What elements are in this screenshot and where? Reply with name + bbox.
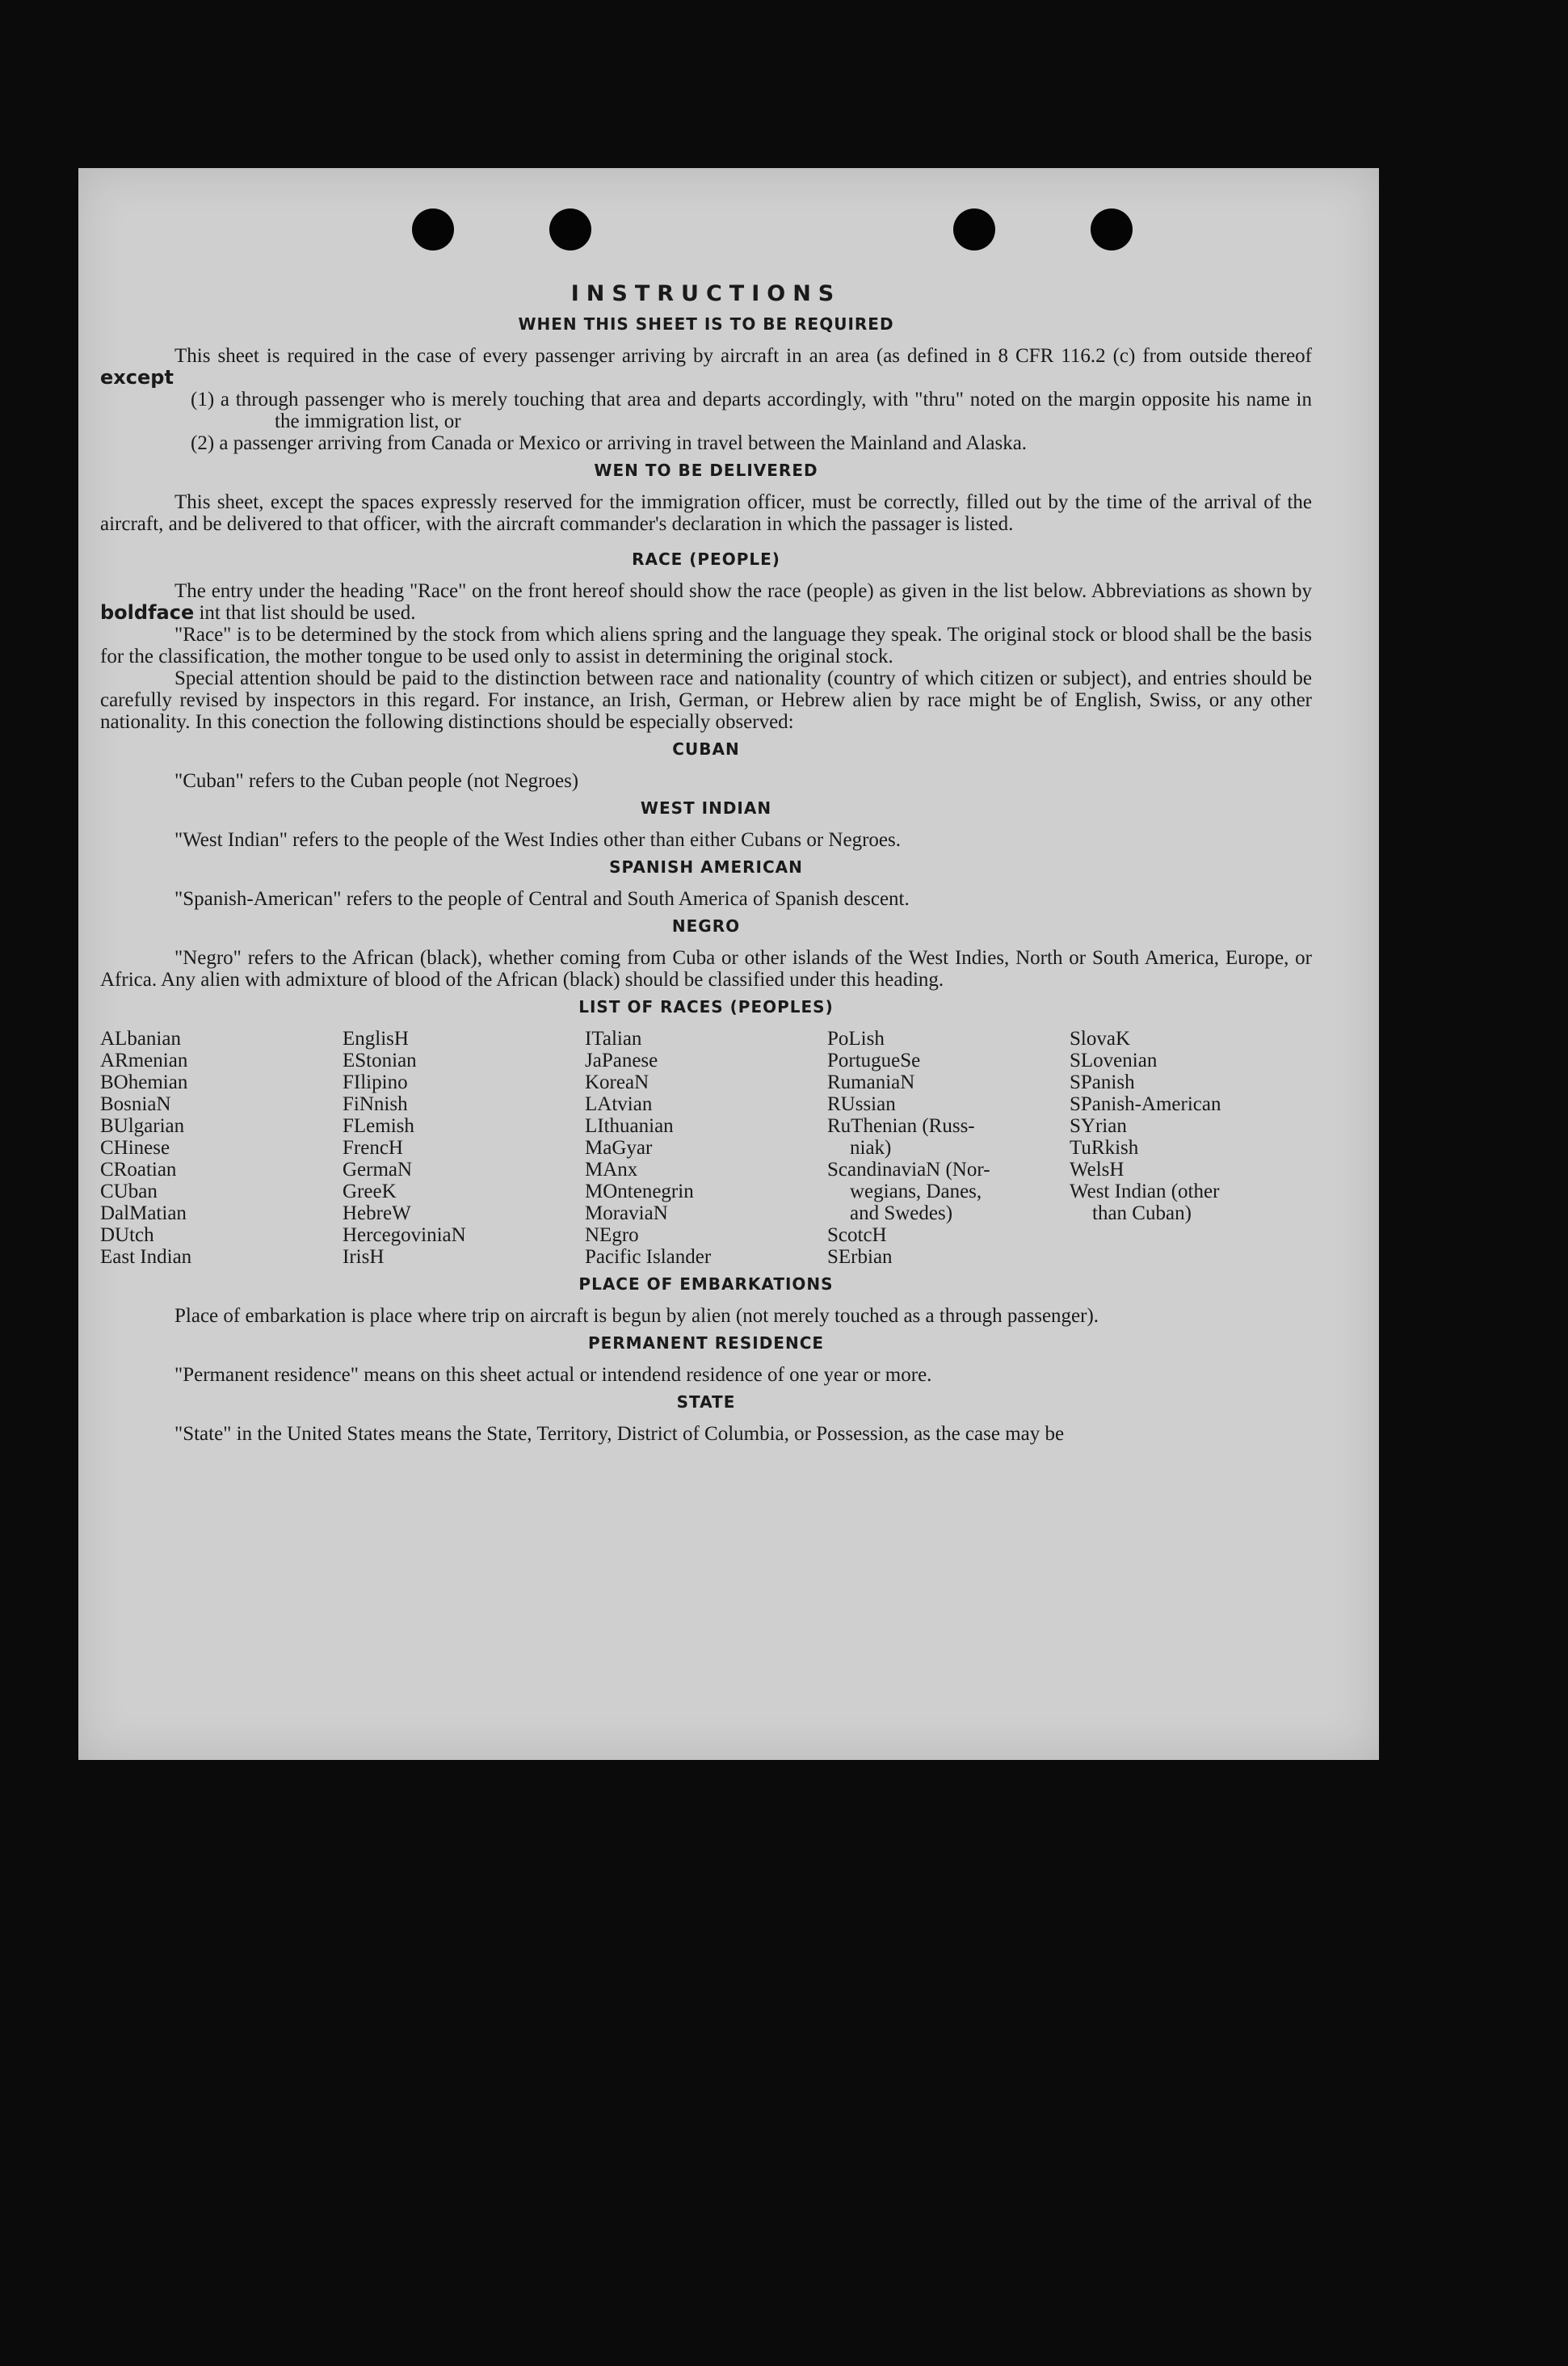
list-item: LIthuanian (585, 1115, 674, 1137)
list-item: than Cuban) (1092, 1202, 1192, 1224)
list-item: PoLish (827, 1028, 885, 1050)
list-item: Pacific Islander (585, 1246, 712, 1268)
section-heading-spanish-american: SPANISH AMERICAN (609, 857, 803, 877)
list-item: HebreW (343, 1202, 411, 1224)
list-item: and Swedes) (850, 1202, 953, 1224)
list-item: RUssian (827, 1093, 896, 1115)
list-item: BUlgarian (100, 1115, 185, 1137)
section-heading-race: RACE (PEOPLE) (632, 549, 780, 569)
list-item: SPanish (1070, 1071, 1135, 1093)
race-column (343, 1028, 585, 1268)
list-item: MaGyar (585, 1137, 653, 1159)
paragraph-negro: "Negro" refers to the African (black), whether coming from Cuba or other islands of the West Indies, North or South America, Europe, or Africa. Any alien with admixture of blood of the African (black) should be classified under this heading. (100, 947, 1312, 991)
list-item: FiNnish (343, 1093, 408, 1115)
text: This sheet is required in the case of every passenger arriving by aircraft in an area (as defined in 8 CFR 116.2 (c) from outside thereof (174, 345, 1312, 367)
section-heading-embarkation: PLACE OF EMBARKATIONS (578, 1274, 834, 1294)
paragraph-spanish-american: "Spanish-American" refers to the people of Central and South America of Spanish descent. (174, 888, 910, 910)
list-item: MOntenegrin (585, 1181, 694, 1202)
list-item: LAtvian (585, 1093, 653, 1115)
list-item: FrencH (343, 1137, 403, 1159)
paragraph-cuban: "Cuban" refers to the Cuban people (not Negroes) (174, 770, 579, 792)
list-item: MoraviaN (585, 1202, 668, 1224)
list-item: (2) a passenger arriving from Canada or Mexico or arriving in travel between the Mainland and Alaska. (191, 432, 1028, 454)
paragraph-when-required (100, 345, 1312, 389)
paragraph-residence: "Permanent residence" means on this sheet actual or intendend residence of one year or more. (174, 1364, 932, 1386)
list-item: SYrian (1070, 1115, 1127, 1137)
list-item: NEgro (585, 1224, 639, 1246)
punch-hole (953, 208, 995, 250)
list-item: wegians, Danes, (850, 1181, 982, 1202)
page-title: INSTRUCTIONS (570, 281, 842, 306)
list-item: HercegoviniaN (343, 1224, 466, 1246)
list-item: RuThenian (Russ- (827, 1115, 975, 1137)
text: int that list should be used. (199, 602, 416, 624)
list-item: GreeK (343, 1181, 397, 1202)
paragraph-embarkation: Place of embarkation is place where trip on aircraft is begun by alien (not merely touched as a through passenger). (174, 1305, 1099, 1327)
list-item: KoreaN (585, 1071, 649, 1093)
section-heading-when-required: WHEN THIS SHEET IS TO BE REQUIRED (518, 314, 894, 334)
list-item: East Indian (100, 1246, 192, 1268)
section-heading-race-list: LIST OF RACES (PEOPLES) (578, 997, 834, 1017)
section-heading-west-indian: WEST INDIAN (640, 798, 772, 818)
sheet-content (100, 281, 1312, 1445)
list-item: ScotcH (827, 1224, 887, 1246)
paragraph-state: "State" in the United States means the State, Territory, District of Columbia, or Possession, as the case may be (174, 1423, 1065, 1445)
list-item: (1) a through passenger who is merely touching that area and departs accordingly, with "thru" noted on the margin opposite his name in the immigration list, or (191, 389, 1312, 432)
list-item: BosniaN (100, 1093, 171, 1115)
punch-hole (1091, 208, 1133, 250)
list-item: SErbian (827, 1246, 893, 1268)
paragraph-delivered: This sheet, except the spaces expressly reserved for the immigration officer, must be correctly, filled out by the time of the arrival of the aircraft, and be delivered to that officer, with the aircraft commander's declaration in which the passager is listed. (100, 491, 1312, 535)
list-item: MAnx (585, 1159, 638, 1181)
list-item: EStonian (343, 1050, 417, 1071)
list-item: GermaN (343, 1159, 413, 1181)
section-heading-residence: PERMANENT RESIDENCE (587, 1333, 825, 1353)
section-heading-delivered: WEN TO BE DELIVERED (594, 461, 818, 480)
list-item: SlovaK (1070, 1028, 1130, 1050)
list-item: WelsH (1070, 1159, 1125, 1181)
punch-hole (549, 208, 591, 250)
list-item: FLemish (343, 1115, 414, 1137)
race-column (585, 1028, 827, 1268)
section-heading-negro: NEGRO (671, 916, 741, 936)
list-item: EnglisH (343, 1028, 409, 1050)
list-item: PortugueSe (827, 1050, 921, 1071)
text: The entry under the heading "Race" on the front hereof should show the race (people) as given in the list below. Abbreviations as shown by (174, 580, 1312, 602)
list-item: niak) (850, 1137, 892, 1159)
section-heading-state: STATE (676, 1392, 736, 1412)
list-item: DUtch (100, 1224, 154, 1246)
list-item: RumaniaN (827, 1071, 915, 1093)
list-item: JaPanese (585, 1050, 658, 1071)
list-item: SLovenian (1070, 1050, 1158, 1071)
bold-term: except (100, 366, 174, 389)
paragraph-race-3: Special attention should be paid to the distinction between race and nationality (country of which citizen or subject), and entries should be carefully revised by inspectors in this regard. For instance, an Irish, German, or Hebrew alien by race might be of English, Swiss, or any other nationality. In this conection the following distinctions should be especially observed: (100, 667, 1312, 733)
list-item: West Indian (other (1070, 1181, 1220, 1202)
paragraph-west-indian: "West Indian" refers to the people of the West Indies other than either Cubans or Negroes. (174, 829, 901, 851)
race-column (827, 1028, 1070, 1268)
race-column (100, 1028, 343, 1268)
paragraph-race-1 (100, 580, 1312, 624)
list-item: IrisH (343, 1246, 385, 1268)
list-item: BOhemian (100, 1071, 188, 1093)
list-item: DalMatian (100, 1202, 187, 1224)
list-item: ARmenian (100, 1050, 188, 1071)
list-item: FIlipino (343, 1071, 408, 1093)
list-item: CRoatian (100, 1159, 177, 1181)
bold-term: boldface (100, 601, 195, 624)
paragraph-race-2: "Race" is to be determined by the stock from which aliens spring and the language they speak. The original stock or blood shall be the basis for the classification, the mother tongue to be used only to assist in determining the original stock. (100, 624, 1312, 667)
race-column (1070, 1028, 1312, 1268)
race-list (100, 1028, 1312, 1268)
list-item: ScandinaviaN (Nor- (827, 1159, 990, 1181)
list-item: ITalian (585, 1028, 642, 1050)
section-heading-cuban: CUBAN (672, 739, 740, 759)
list-item: CHinese (100, 1137, 170, 1159)
list-item: CUban (100, 1181, 158, 1202)
list-item: SPanish-American (1070, 1093, 1221, 1115)
punch-hole (412, 208, 454, 250)
instruction-sheet (78, 168, 1379, 1760)
list-item: ALbanian (100, 1028, 181, 1050)
list-item: TuRkish (1070, 1137, 1139, 1159)
